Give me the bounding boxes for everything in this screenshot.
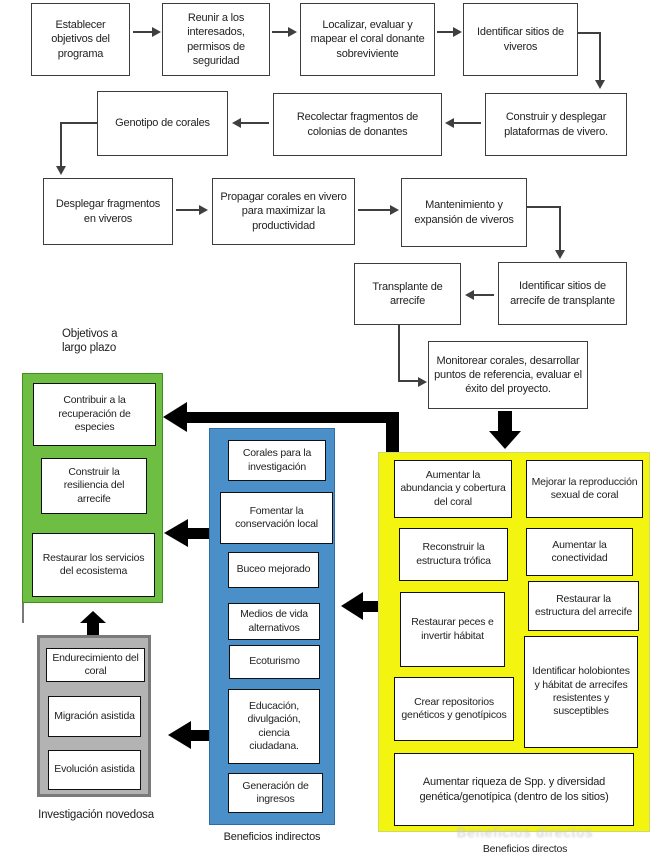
blue-item: Ecoturismo	[229, 645, 320, 679]
blue-item: Medios de vida alternativos	[228, 603, 320, 640]
green-item: Construir la resiliencia del arrecife	[41, 458, 147, 514]
thick-connector	[187, 528, 210, 539]
blue-group-indirect-benefits	[209, 428, 335, 825]
blue-item: Educación, divulgación, ciencia ciudadana.	[228, 689, 320, 764]
thick-connector	[362, 601, 379, 612]
flow-box-recolectar-fragmentos: Recolectar fragmentos de colonias de donantes	[273, 93, 442, 156]
flow-connector	[599, 32, 601, 82]
flow-arrow	[133, 31, 154, 33]
flow-box-monitorear-corales: Monitorear corales, desarrollar puntos de referencia, evaluar el éxito del proyecto.	[428, 341, 588, 409]
yellow-group-ghost-text: Beneficios directos	[456, 824, 594, 840]
flow-connector	[398, 380, 420, 382]
flow-box-propagar-corales: Propagar corales en vivero para maximizar la productividad	[212, 178, 355, 245]
gray-item: Migración asistida	[48, 696, 141, 737]
flow-connector	[398, 325, 400, 382]
green-group-long-term-objectives	[22, 373, 163, 603]
blue-item: Generación de ingresos	[228, 773, 323, 813]
thick-connector	[187, 412, 399, 423]
flow-arrowhead	[465, 290, 474, 300]
green-item: Contribuir a la recuperación de especies	[33, 383, 156, 446]
yellow-item: Identificar holobiontes y hábitat de arrecifes resistentes y susceptibles	[524, 636, 638, 748]
flow-box-identificar-sitios-viveros: Identificar sitios de viveros	[463, 3, 578, 76]
flow-arrow	[453, 122, 481, 124]
yellow-item: Mejorar la reproducción sexual de coral	[526, 460, 643, 518]
blue-item: Fomentar la conservación local	[220, 492, 333, 544]
flow-arrowhead	[595, 80, 605, 89]
flow-arrowhead	[288, 27, 297, 37]
flow-box-construir-plataformas: Construir y desplegar plataformas de vivero.	[485, 93, 627, 156]
flow-connector	[60, 122, 98, 124]
yellow-item: Aumentar riqueza de Spp. y diversidad genética/genotípica (dentro de los sitios)	[394, 753, 634, 826]
green-group-caption: Objetivos a largo plazo	[62, 328, 118, 355]
flow-arrow	[358, 209, 392, 211]
flow-arrowhead	[152, 27, 161, 37]
yellow-group-direct-benefits	[378, 452, 650, 832]
flow-box-localizar-coral: Localizar, evaluar y mapear el coral donante sobreviviente	[300, 3, 435, 76]
flow-arrowhead	[56, 166, 66, 175]
yellow-item: Restaurar la estructura del arrecife	[528, 581, 639, 631]
gray-item: Evolución asistida	[48, 750, 141, 790]
flow-box-reunir-interesados: Reunir a los interesados, permisos de seguridad	[162, 3, 270, 76]
gray-item: Endurecimiento del coral	[46, 648, 145, 682]
flow-arrowhead	[199, 205, 208, 215]
flow-arrowhead	[390, 205, 399, 215]
thick-arrowhead-left	[168, 721, 191, 749]
yellow-group-caption: Beneficios directos	[482, 843, 568, 855]
gray-group-caption: Investigación novedosa	[38, 809, 154, 821]
flow-box-genotipo-corales: Genotipo de corales	[97, 91, 228, 156]
yellow-item: Crear repositorios genéticos y genotípicos	[394, 677, 514, 741]
flow-box-transplante-arrecife: Transplante de arrecife	[354, 263, 461, 325]
thick-arrowhead-left	[341, 592, 363, 620]
thick-arrowhead-left	[163, 402, 187, 432]
yellow-item: Aumentar la conectividad	[526, 528, 633, 576]
thick-arrowhead-left	[164, 519, 188, 547]
flow-connector	[60, 122, 62, 168]
flow-arrowhead	[445, 118, 454, 128]
flow-box-desplegar-fragmentos: Desplegar fragmentos en viveros	[43, 178, 173, 245]
yellow-item: Restaurar peces e invertir hábitat	[400, 592, 505, 667]
connector-line	[22, 603, 24, 623]
flow-arrow	[176, 209, 201, 211]
thick-connector	[498, 411, 512, 432]
flow-arrowhead	[453, 27, 462, 37]
flow-connector	[559, 206, 561, 252]
flow-arrowhead	[555, 250, 565, 259]
blue-item: Buceo mejorado	[228, 552, 319, 588]
yellow-item: Aumentar la abundancia y cobertura del coral	[394, 460, 512, 518]
green-item: Restaurar los servicios del ecosistema	[32, 533, 155, 597]
thick-arrowhead-down	[489, 431, 521, 449]
flow-arrow	[473, 294, 494, 296]
blue-group-caption: Beneficios indirectos	[223, 831, 321, 843]
yellow-item: Reconstruir la estructura trófica	[399, 528, 508, 581]
flow-box-identificar-sitios-transplante: Identificar sitios de arrecife de transplante	[498, 262, 627, 325]
flow-arrow	[240, 122, 269, 124]
flow-connector	[527, 206, 561, 208]
thick-connector	[87, 622, 99, 635]
blue-item: Corales para la investigación	[228, 440, 326, 481]
flow-box-mantenimiento-viveros: Mantenimiento y expansión de viveros	[401, 178, 527, 247]
gray-group-novel-research	[37, 635, 151, 797]
flow-arrowhead	[232, 118, 241, 128]
flow-box-establecer-objetivos: Establecer objetivos del programa	[31, 3, 130, 76]
flow-arrowhead	[418, 377, 427, 387]
flow-connector	[578, 32, 601, 34]
